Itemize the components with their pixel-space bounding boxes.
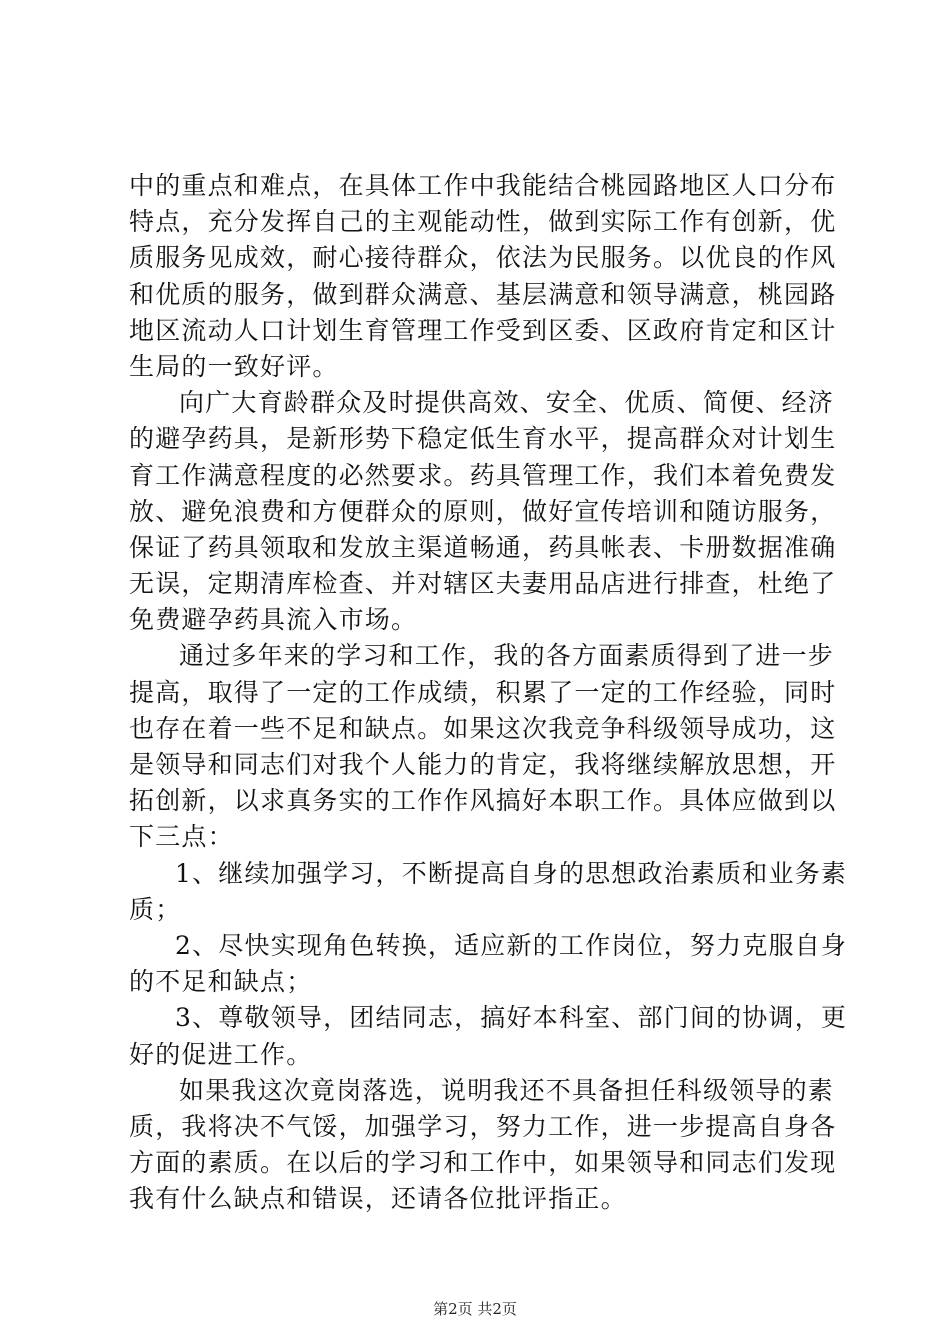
text-line: 和优质的服务，做到群众满意、基层满意和领导满意，桃园路	[129, 279, 837, 309]
text-line: 的避孕药具，是新形势下稳定低生育水平，提高群众对计划生	[129, 424, 837, 454]
text-line: 生局的一致好评。	[129, 351, 339, 381]
text-line: 的不足和缺点；	[129, 967, 313, 997]
text-line: 育工作满意程度的必然要求。药具管理工作，我们本着免费发	[129, 460, 837, 490]
text-line: 拓创新，以求真务实的工作作风搞好本职工作。具体应做到以	[129, 786, 837, 816]
paragraph-first-line: 如果我这次竟岗落选，说明我还不具备担任科级领导的素	[179, 1075, 835, 1105]
text-line: 质服务见成效，耐心接待群众，依法为民服务。以优良的作风	[129, 243, 837, 273]
list-item-first-line: 3、尊敬领导，团结同志，搞好本科室、部门间的协调，更	[175, 1003, 848, 1033]
text-line: 免费避孕药具流入市场。	[129, 605, 418, 635]
text-line: 提高，取得了一定的工作成绩，积累了一定的工作经验，同时	[129, 677, 837, 707]
text-line: 放、避免浪费和方便群众的原则，做好宣传培训和随访服务，	[129, 496, 837, 526]
text-line: 下三点：	[129, 822, 234, 852]
page-number-footer: 第2页 共2页	[433, 1300, 517, 1318]
text-line: 中的重点和难点，在具体工作中我能结合桃园路地区人口分布	[129, 171, 837, 200]
text-line: 保证了药具领取和发放主渠道畅通，药具帐表、卡册数据准确	[129, 532, 837, 562]
text-line: 质，我将决不气馁，加强学习，努力工作，进一步提高自身各	[129, 1111, 837, 1141]
text-line: 也存在着一些不足和缺点。如果这次我竞争科级领导成功，这	[129, 713, 837, 743]
text-line: 我有什么缺点和错误，还请各位批评指正。	[129, 1184, 627, 1214]
text-line: 是领导和同志们对我个人能力的肯定，我将继续解放思想，开	[129, 750, 837, 779]
text-line: 方面的素质。在以后的学习和工作中，如果领导和同志们发现	[129, 1148, 837, 1178]
text-line: 质；	[129, 894, 182, 924]
text-line: 好的促进工作。	[129, 1039, 313, 1069]
paragraph-first-line: 通过多年来的学习和工作，我的各方面素质得到了进一步	[179, 641, 835, 671]
body-text	[129, 168, 848, 1217]
text-line: 地区流动人口计划生育管理工作受到区委、区政府肯定和区计	[129, 315, 837, 345]
list-item-first-line: 2、尽快实现角色转换，适应新的工作岗位，努力克服自身	[175, 930, 848, 960]
list-item-first-line: 1、继续加强学习，不断提高自身的思想政治素质和业务素	[175, 858, 848, 888]
text-line: 特点，充分发挥自己的主观能动性，做到实际工作有创新，优	[129, 207, 837, 237]
paragraph-first-line: 向广大育龄群众及时提供高效、安全、优质、简便、经济	[179, 388, 835, 418]
text-line: 无误，定期清库检查、并对辖区夫妻用品店进行排查，杜绝了	[129, 569, 837, 599]
